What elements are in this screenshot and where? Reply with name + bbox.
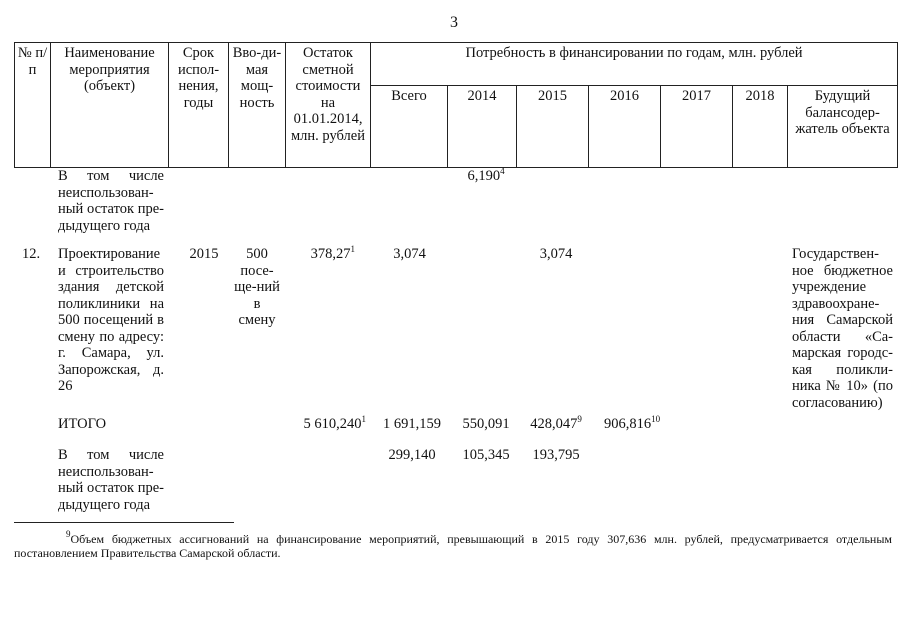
total-unused-total: 299,140 [388, 447, 436, 463]
total-2015: 428,047$^9$ [530, 414, 582, 432]
page-number: 3 [450, 14, 458, 31]
header-2018: 2018 [733, 86, 788, 168]
header-2017: 2017 [661, 86, 733, 168]
row12-num: 12. [22, 246, 41, 262]
total-unused-2015: 193,795 [532, 447, 580, 463]
row12-holder: Государствен-ное бюджетное учреждение здравоохране-ния Самарской области «Са-марская городс-кая поликли-ника № 10» (по согласованию) [792, 246, 893, 411]
total-label: ИТОГО [58, 416, 107, 432]
header-term: Срок испол-нения, годы [169, 43, 229, 168]
header-num: № п/п [15, 43, 51, 168]
prev-unused-label: В том числе неиспользован-ный остаток пре-дыдущего года [58, 168, 164, 234]
table-header [14, 42, 898, 168]
footnote [14, 529, 892, 560]
total-2016: 906,816$^{10}$ [603, 414, 661, 432]
total-2014: 550,091 [462, 416, 510, 432]
total-remainder: 5 610,240$^1$ [303, 414, 366, 432]
total-unused-2014: 105,345 [462, 447, 510, 463]
header-name: Наименование мероприятия (объект) [51, 43, 169, 168]
header-remainder: Остаток сметной стоимости на 01.01.2014, млн. рублей [286, 43, 371, 168]
header-need: Потребность в финансировании по годам, млн. рублей [371, 43, 898, 86]
row12-capacity: 500 посе-ще-ний в смену [234, 246, 280, 328]
footnote-rule [14, 522, 234, 523]
header-2016: 2016 [589, 86, 661, 168]
total-total: 1 691,159 [383, 416, 441, 432]
row12-2015: 3,074 [539, 246, 573, 262]
footnote-mark: 9 [66, 529, 71, 539]
header-2015: 2015 [517, 86, 589, 168]
footnote-text: Объем бюджетных ассигнований на финансирование мероприятий, превышающий в 2015 году 307,636 млн. рублей, предусматривается отдельным постановлением Правительства Самарской области. [14, 532, 892, 560]
total-unused-label: В том числе неиспользован-ный остаток пре-дыдущего года [58, 447, 164, 513]
row12-term: 2015 [189, 246, 219, 262]
header-capacity: Вво-ди-мая мощ-ность [229, 43, 286, 168]
row12-remainder: 378,27$^1$ [310, 244, 355, 262]
header-total: Всего [371, 86, 448, 168]
prev-unused-2014: 6,190$^4$ [467, 166, 505, 184]
header-2014: 2014 [448, 86, 517, 168]
header-holder: Будущий балансодер-жатель объекта [788, 86, 898, 168]
row12-total: 3,074 [393, 246, 426, 262]
row12-name: Проектирование и строительство здания детской поликлиники на 500 посещений в смену по адресу: г. Самара, ул. Запорожская, д. 26 [58, 246, 164, 394]
